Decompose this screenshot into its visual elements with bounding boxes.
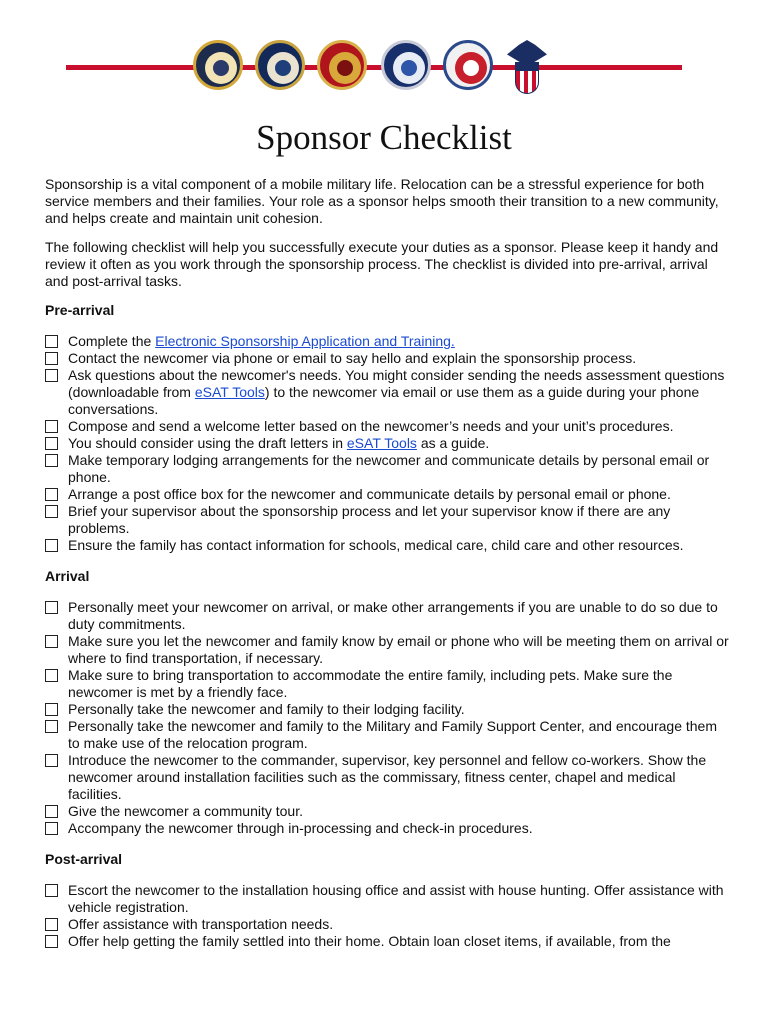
checklist-item bbox=[45, 452, 729, 486]
checklist bbox=[45, 599, 729, 837]
checkbox[interactable] bbox=[45, 720, 58, 733]
checklist-item bbox=[45, 633, 729, 667]
navy-seal bbox=[255, 40, 305, 90]
checklist-sections bbox=[45, 302, 729, 950]
checklist-item-text: Offer assistance with transportation needs. bbox=[68, 916, 334, 932]
checklist-item-text: Personally take the newcomer and family to their lodging facility. bbox=[68, 701, 465, 717]
checklist-item-text: Personally meet your newcomer on arrival, or make other arrangements if you are unable to do so due to duty commitments. bbox=[68, 599, 718, 632]
checklist-item-text: Escort the newcomer to the installation housing office and assist with house hunting. Offer assistance with vehicle registration. bbox=[68, 882, 724, 915]
checklist-item-text: Arrange a post office box for the newcomer and communicate details by personal email or phone. bbox=[68, 486, 671, 502]
checklist-item bbox=[45, 933, 729, 950]
marine-corps-seal bbox=[317, 40, 367, 90]
checklist-item bbox=[45, 537, 729, 554]
checkbox[interactable] bbox=[45, 754, 58, 767]
checklist-item-text: Brief your supervisor about the sponsorship process and let your supervisor know if there are any problems. bbox=[68, 503, 671, 536]
checkbox[interactable] bbox=[45, 420, 58, 433]
checkbox[interactable] bbox=[45, 669, 58, 682]
checklist-item-link[interactable]: eSAT Tools bbox=[194, 384, 265, 400]
section-heading: Post-arrival bbox=[45, 851, 123, 867]
checkbox[interactable] bbox=[45, 335, 58, 348]
checkbox[interactable] bbox=[45, 352, 58, 365]
intro-paragraph: Sponsorship is a vital component of a mobile military life. Relocation can be a stressful experience for both service members and their families. Your role as a sponsor helps smooth their transition to a new community, and helps create and maintain unit cohesion. bbox=[45, 176, 719, 226]
checklist-item-text: Complete the bbox=[68, 333, 156, 349]
checklist-item bbox=[45, 435, 729, 452]
checklist-item bbox=[45, 367, 729, 418]
checklist-item bbox=[45, 599, 729, 633]
seal-row bbox=[193, 40, 563, 96]
checklist bbox=[45, 333, 729, 554]
checklist-item bbox=[45, 820, 729, 837]
checklist-item-text: Offer help getting the family settled into their home. Obtain loan closet items, if available, from the bbox=[68, 933, 671, 949]
checkbox[interactable] bbox=[45, 935, 58, 948]
checklist-item-text: Make sure to bring transportation to accommodate the entire family, including pets. Make sure the newcomer is met by a friendly face. bbox=[68, 667, 673, 700]
coast-guard-seal bbox=[443, 40, 493, 90]
checkbox[interactable] bbox=[45, 822, 58, 835]
checklist-item-text: You should consider using the draft letters in bbox=[68, 435, 347, 451]
checklist-item-text: Give the newcomer a community tour. bbox=[68, 803, 303, 819]
checklist-item bbox=[45, 333, 729, 350]
checklist-item-link[interactable]: Electronic Sponsorship Application and Training. bbox=[155, 333, 455, 349]
section-heading: Arrival bbox=[45, 568, 90, 584]
checklist-item bbox=[45, 718, 729, 752]
checkbox[interactable] bbox=[45, 505, 58, 518]
checklist-item-text: Make sure you let the newcomer and family know by email or phone who will be meeting them on arrival or where to find transportation, if necessary. bbox=[68, 633, 729, 666]
checklist-item-text: Make temporary lodging arrangements for the newcomer and communicate details by personal email or phone. bbox=[68, 452, 710, 485]
checklist-item-text: Ensure the family has contact information for schools, medical care, child care and other resources. bbox=[68, 537, 684, 553]
document-body bbox=[45, 176, 729, 964]
checkbox[interactable] bbox=[45, 918, 58, 931]
checklist-item bbox=[45, 667, 729, 701]
army-seal bbox=[193, 40, 243, 90]
checklist-item-text: as a guide. bbox=[416, 435, 490, 451]
checkbox[interactable] bbox=[45, 437, 58, 450]
checklist-item-text: Contact the newcomer via phone or email to say hello and explain the sponsorship process. bbox=[68, 350, 637, 366]
checklist-item bbox=[45, 916, 729, 933]
checklist-item-text: Compose and send a welcome letter based on the newcomer’s needs and your unit’s procedures. bbox=[68, 418, 674, 434]
checklist-item-text: ) to the newcomer via email or use them as a guide during your phone conversations. bbox=[68, 384, 700, 417]
checklist-item bbox=[45, 803, 729, 820]
section-heading: Pre-arrival bbox=[45, 302, 115, 318]
checklist-item-text: Introduce the newcomer to the commander, supervisor, key personnel and fellow co-workers. Show the newcomer around installation facilities such as the commissary, fitness center, chapel and medical facilities. bbox=[68, 752, 707, 802]
checkbox[interactable] bbox=[45, 805, 58, 818]
checklist-item-link[interactable]: eSAT Tools bbox=[346, 435, 417, 451]
checkbox[interactable] bbox=[45, 703, 58, 716]
checkbox[interactable] bbox=[45, 601, 58, 614]
checklist-item bbox=[45, 701, 729, 718]
dod-seal bbox=[507, 40, 547, 96]
checklist-item bbox=[45, 503, 729, 537]
checklist-item-text: Accompany the newcomer through in-processing and check-in procedures. bbox=[68, 820, 533, 836]
checkbox[interactable] bbox=[45, 454, 58, 467]
checklist-item bbox=[45, 882, 729, 916]
air-force-seal bbox=[381, 40, 431, 90]
checkbox[interactable] bbox=[45, 369, 58, 382]
checkbox[interactable] bbox=[45, 635, 58, 648]
checklist-item bbox=[45, 486, 729, 503]
checklist-item bbox=[45, 418, 729, 435]
checklist-item bbox=[45, 752, 729, 803]
checklist-item-text: Ask questions about the newcomer's needs. You might consider sending the needs assessment questions (downloadable from bbox=[68, 367, 725, 400]
page-title: Sponsor Checklist bbox=[256, 118, 512, 157]
checklist bbox=[45, 882, 729, 950]
intro-paragraph: The following checklist will help you successfully execute your duties as a sponsor. Please keep it handy and review it often as you work through the sponsorship process. The checklist is divided into pre-arrival, arrival and post-arrival tasks. bbox=[45, 239, 719, 289]
checkbox[interactable] bbox=[45, 488, 58, 501]
checklist-item bbox=[45, 350, 729, 367]
checklist-item-text: Personally take the newcomer and family to the Military and Family Support Center, and encourage them to make use of the relocation program. bbox=[68, 718, 717, 751]
checkbox[interactable] bbox=[45, 884, 58, 897]
checkbox[interactable] bbox=[45, 539, 58, 552]
